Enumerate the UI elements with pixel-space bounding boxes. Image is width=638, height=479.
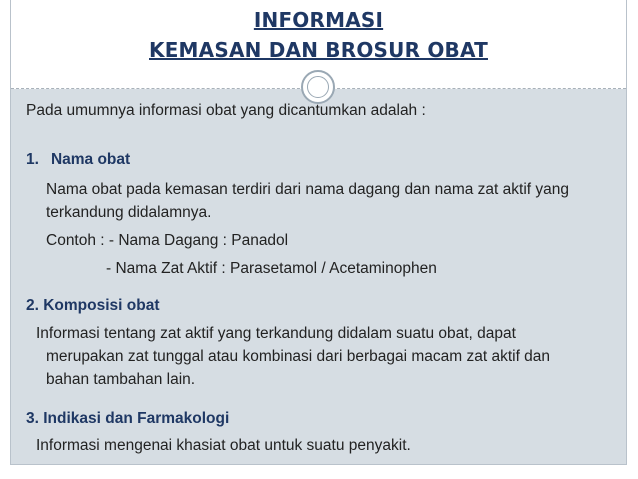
section-1-number: 1. [26, 151, 39, 168]
slide-title-line-1: INFORMASI [253, 8, 384, 32]
circle-ornament-icon [301, 70, 335, 104]
section-1-title: Nama obat [50, 151, 131, 168]
slide-title-line-2: KEMASAN DAN BROSUR OBAT [149, 38, 488, 62]
section-2-heading: 2. Komposisi obat [26, 297, 160, 314]
section-1-line-3: Contoh : - Nama Dagang : Panadol [46, 232, 289, 249]
section-1-line-2: terkandung didalamnya. [46, 204, 212, 221]
section-2-line-2: merupakan zat tunggal atau kombinasi dari berbagai macam zat aktif dan [46, 348, 551, 365]
intro-text: Pada umumnya informasi obat yang dicantumkan adalah : [26, 102, 426, 119]
section-3-heading: 3. Indikasi dan Farmakologi [26, 410, 230, 427]
section-2-line-1: Informasi tentang zat aktif yang terkandung didalam suatu obat, dapat [36, 325, 516, 342]
section-2-line-3: bahan tambahan lain. [46, 371, 196, 388]
section-1-line-4: - Nama Zat Aktif : Parasetamol / Acetaminophen [106, 260, 437, 277]
section-3-line-1: Informasi mengenai khasiat obat untuk suatu penyakit. [36, 437, 411, 454]
section-1-line-1: Nama obat pada kemasan terdiri dari nama dagang dan nama zat aktif yang [46, 181, 570, 198]
section-1-heading [26, 150, 130, 170]
